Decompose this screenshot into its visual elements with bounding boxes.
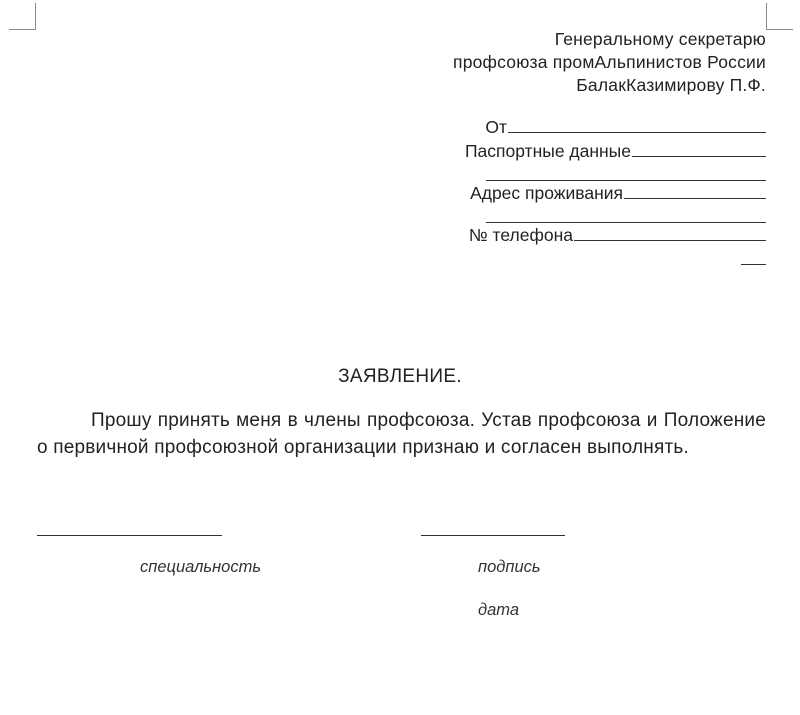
passport-blank-line[interactable] (632, 139, 766, 157)
applicant-fields (465, 115, 766, 265)
passport-label: Паспортные данные (464, 141, 631, 161)
from-blank-line[interactable] (508, 115, 766, 133)
phone-field-continued (465, 247, 766, 265)
address-blank-line-2[interactable] (486, 205, 766, 223)
passport-field-continued (465, 163, 766, 181)
address-field (465, 181, 766, 205)
margin-corner-mark-top-right (766, 3, 793, 30)
addressee-line-1: Генеральному секретарю (554, 29, 766, 49)
margin-corner-mark-top-left (9, 3, 36, 30)
phone-field (465, 223, 766, 247)
date-caption: дата (478, 601, 520, 619)
passport-field (465, 139, 766, 163)
signature-blank-line[interactable] (421, 535, 565, 536)
specialty-caption: специальность (140, 558, 262, 576)
address-label: Адрес проживания (470, 183, 623, 203)
document-title: ЗАЯВЛЕНИЕ. (338, 366, 462, 387)
application-body-text: Прошу принять меня в члены профсоюза. Устав профсоюза и Положение о первичной профсоюзной организации признаю и согласен выполнять. (37, 410, 766, 458)
address-field-continued (465, 205, 766, 223)
phone-blank-line[interactable] (574, 223, 766, 241)
from-label: От (485, 117, 507, 137)
passport-blank-line-2[interactable] (486, 163, 766, 181)
phone-label: № телефона (468, 225, 573, 245)
phone-blank-line-2[interactable] (741, 247, 766, 265)
addressee-block (453, 28, 766, 97)
from-field (465, 115, 766, 139)
signature-caption: подпись (478, 558, 541, 576)
addressee-line-3: БалакКазимирову П.Ф. (576, 75, 766, 95)
addressee-line-2: профсоюза промАльпинистов России (453, 52, 766, 72)
specialty-blank-line[interactable] (37, 535, 222, 536)
address-blank-line[interactable] (624, 181, 766, 199)
